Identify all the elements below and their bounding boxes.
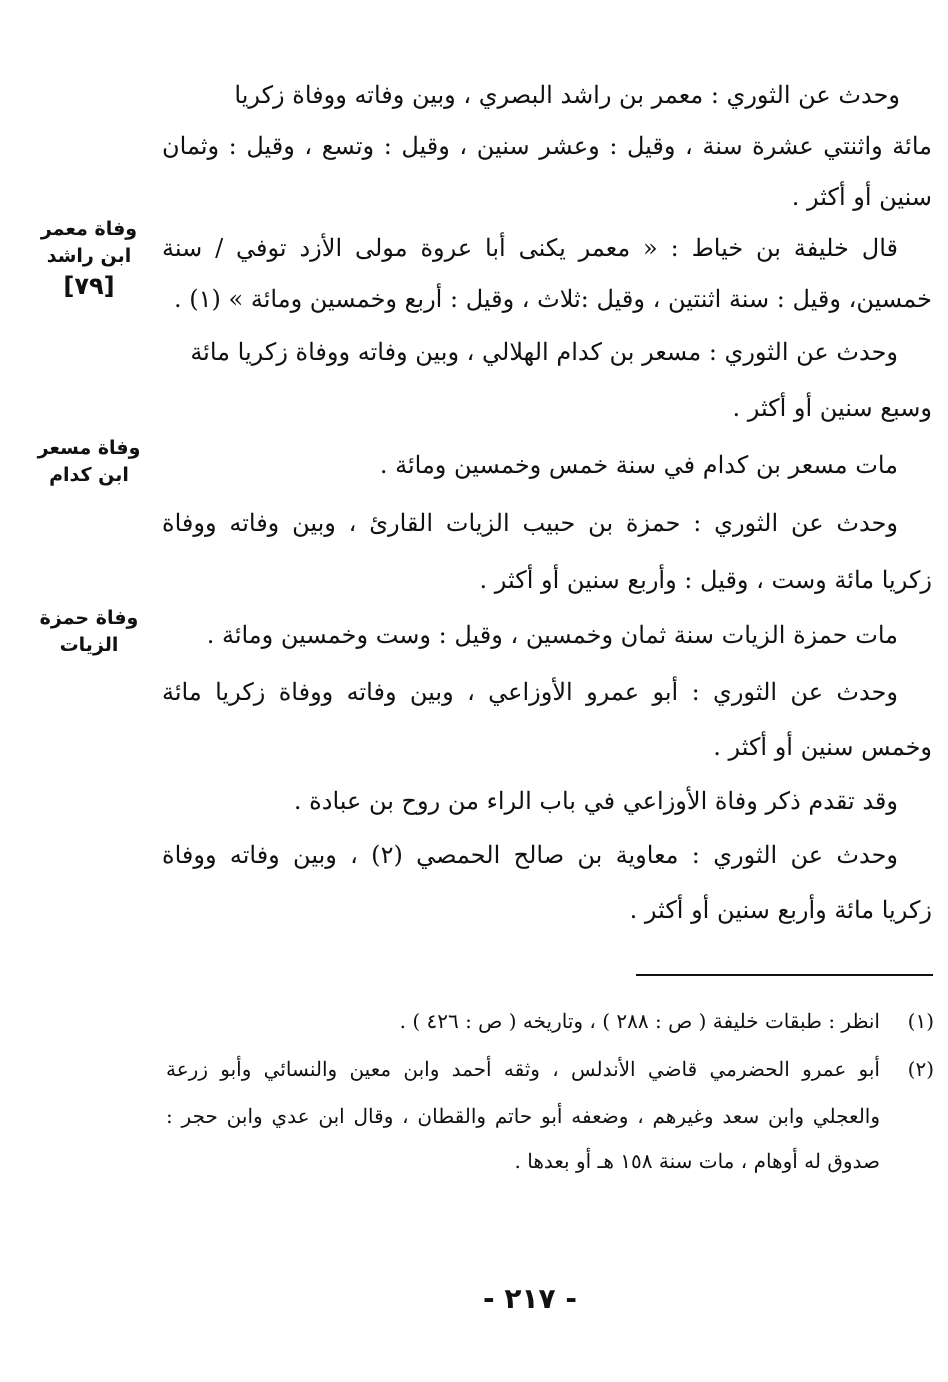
- body-line-2: مائة واثنتي عشرة سنة ، وقيل : وعشر سنين ، وقيل : وتسع ، وقيل : وثمان: [162, 132, 932, 160]
- footnote-2-line: والعجلي وابن سعد وغيرهم ، وضعفه أبو حاتم والقطان ، وقال ابن عدي وابن حجر :: [166, 1104, 880, 1128]
- body-line-15: وحدث عن الثوري : معاوية بن صالح الحمصي (٢) ، وبين وفاته ووفاة: [162, 841, 898, 869]
- footnote-2-line: أبو عمرو الحضرمي قاضي الأندلس ، وثقه أحمد وابن معين والنسائي وأبو زرعة: [166, 1057, 880, 1081]
- side-note-line: ابن كدام: [49, 464, 129, 486]
- footnote-1-line: انظر : طبقات خليفة ( ص : ٢٨٨ ) ، وتاريخه ( ص : ٤٢٦ ) .: [399, 1009, 880, 1033]
- side-note-line: وفاة معمر: [40, 218, 138, 240]
- footnote-1-mark: (١): [907, 1009, 934, 1033]
- side-note-line: وفاة حمزة: [39, 607, 139, 629]
- side-note-line: ابن راشد: [46, 245, 132, 267]
- side-note-line: الزيات: [59, 634, 119, 656]
- body-line-1: وحدث عن الثوري : معمر بن راشد البصري ، وبين وفاته ووفاة زكريا: [234, 81, 900, 109]
- body-line-9: وحدث عن الثوري : حمزة بن حبيب الزيات القارئ ، وبين وفاته ووفاة: [162, 509, 898, 537]
- side-note-hamza: [14, 605, 164, 659]
- body-line-5: خمسين، وقيل : سنة اثنتين ، وقيل :ثلاث ، وقيل : أربع وخمسين ومائة » (١) .: [174, 285, 932, 313]
- entry-number: [٧٩]: [63, 272, 115, 300]
- body-line-14: وقد تقدم ذكر وفاة الأوزاعي في باب الراء من روح بن عبادة .: [293, 787, 898, 815]
- body-line-7: وسبع سنين أو أكثر .: [732, 394, 932, 422]
- side-note-mamar: [14, 216, 164, 302]
- body-line-8: مات مسعر بن كدام في سنة خمس وخمسين ومائة .: [379, 451, 898, 479]
- body-line-11: مات حمزة الزيات سنة ثمان وخمسين ، وقيل : وست وخمسين ومائة .: [206, 621, 898, 649]
- body-line-4: قال خليفة بن خياط : « معمر يكنى أبا عروة مولى الأزد توفي / سنة: [162, 234, 898, 262]
- body-line-16: زكريا مائة وأربع سنين أو أكثر .: [629, 896, 932, 924]
- body-line-6: وحدث عن الثوري : مسعر بن كدام الهلالي ، وبين وفاته ووفاة زكريا مائة: [190, 338, 898, 366]
- body-line-12: وحدث عن الثوري : أبو عمرو الأوزاعي ، وبين وفاته ووفاة زكريا مائة: [162, 678, 898, 706]
- footnote-2-mark: (٢): [907, 1057, 934, 1081]
- body-line-3: سنين أو أكثر .: [791, 183, 932, 211]
- footnote-rule: [636, 974, 933, 976]
- body-line-13: وخمس سنين أو أكثر .: [713, 733, 932, 761]
- page-number: - ٢١٧ -: [482, 1282, 578, 1315]
- footnote-2-line: صدوق له أوهام ، مات سنة ١٥٨ هـ أو بعدها .: [514, 1149, 880, 1173]
- side-note-misar: [14, 435, 164, 489]
- side-note-line: وفاة مسعر: [37, 437, 141, 459]
- body-line-10: زكريا مائة وست ، وقيل : وأربع سنين أو أكثر .: [479, 566, 932, 594]
